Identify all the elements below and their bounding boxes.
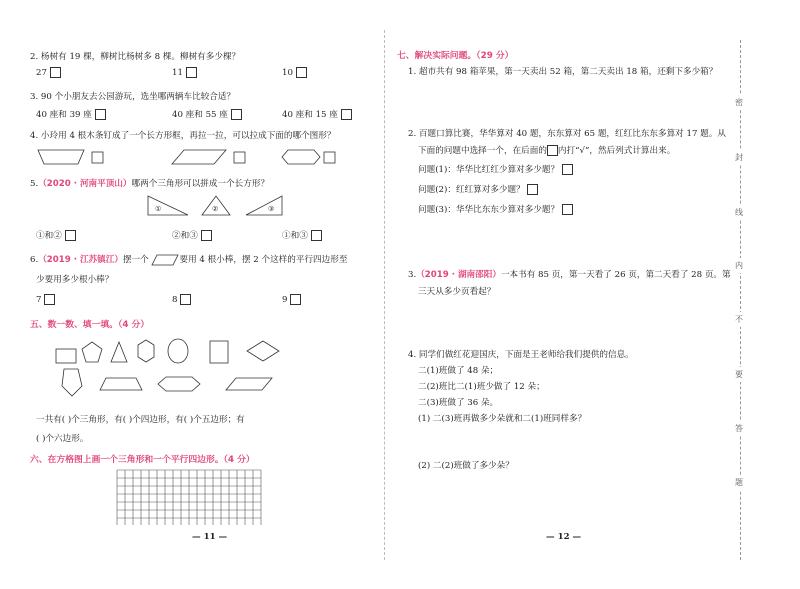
triangle-1-label: ① [155, 205, 162, 213]
answer-box[interactable] [296, 67, 307, 78]
problem-4-line-1: 4. 同学们做红花迎国庆，下面是王老师给我们提供的信息。 [408, 350, 634, 360]
q2-option-1[interactable] [36, 67, 61, 78]
q6-option-3-label: 9 [282, 295, 288, 305]
problem-2-line-2b: 内打“√”，然后列式计算出来。 [557, 146, 676, 156]
q6-option-2[interactable] [172, 294, 191, 305]
problem-4-info-3: 二(3)班做了 36 朵。 [418, 398, 499, 408]
answer-box[interactable] [290, 294, 301, 305]
problem-2-q3 [418, 203, 573, 215]
triangle-2-label: ② [212, 205, 219, 213]
seal-char: 答 [735, 421, 743, 436]
problem-2-q3-text: 问题(3)：华华比东东少算对多少题？ [418, 205, 560, 215]
q6-text-c: 少要用多少根小棒？ [36, 275, 114, 285]
q6-option-2-label: 8 [172, 295, 178, 305]
problem-3-text: 一本书有 85 页，第一天看了 26 页，第二天看了 28 页。第 [500, 270, 731, 280]
problem-4-sub-1: (1) 二(3)班再做多少朵就和二(1)班同样多？ [418, 414, 587, 424]
q2-option-2-label: 11 [172, 68, 183, 78]
problem-1-text: 1. 超市共有 98 箱苹果，第一天卖出 52 箱，第二天卖出 18 箱，还剩下多少箱？ [408, 67, 718, 77]
question-4-text: 4. 小玲用 4 根木条钉成了一个长方形框，再拉一拉，可以拉成下面的哪个图形？ [30, 131, 336, 141]
problem-3-number: 3. [408, 270, 417, 280]
page-number-left: — 11 — [192, 532, 228, 542]
problem-3-line-2: 三天从多少页看起？ [418, 287, 496, 297]
pentagon-shape [82, 342, 102, 362]
problem-4-sub-2: (2) 二(2)班做了多少朵？ [418, 461, 514, 471]
answer-box[interactable] [527, 184, 538, 195]
section-5-shapes [50, 336, 300, 402]
q2-option-3-label: 10 [282, 68, 293, 78]
question-5 [30, 177, 269, 189]
problem-2-q1 [418, 163, 573, 175]
seal-char: 题 [735, 475, 743, 490]
answer-box [234, 152, 245, 163]
problem-3-source-tag: （2019 · 湖南邵阳） [416, 270, 501, 280]
trapezoid-shape [38, 150, 84, 164]
problem-4-info-2: 二(2)班比二(1)班少做了 12 朵； [418, 382, 545, 392]
problem-2-line-2 [418, 144, 675, 156]
problem-4-info-1: 二(1)班做了 48 朵； [418, 366, 499, 376]
triangle-1 [148, 196, 188, 215]
q5-option-1[interactable] [36, 229, 76, 241]
page-number-right: — 12 — [546, 532, 582, 542]
hexagon-shape [138, 340, 154, 362]
answer-box[interactable] [186, 67, 197, 78]
seal-char: 密 [735, 95, 743, 110]
q5-option-2[interactable] [172, 229, 212, 241]
answer-box [324, 152, 335, 163]
q6-text-b: 要用 4 根小棒，摆 2 个这样的平行四边形至 [179, 255, 348, 265]
problem-2-q2-text: 问题(2)：红红算对多少题？ [418, 185, 525, 195]
problem-2-q1-text: 问题(1)：华华比红红少算对多少题？ [418, 165, 560, 175]
trapezoid-shape [100, 378, 142, 390]
answer-box[interactable] [50, 67, 61, 78]
q3-option-2[interactable] [172, 108, 242, 120]
answer-box [92, 152, 103, 163]
question-3-text: 3. 90 个小朋友去公园游玩，选坐哪两辆车比较合适？ [30, 92, 236, 102]
q3-option-2-label: 40 座和 55 座 [172, 110, 228, 120]
triangle-shape [111, 342, 127, 362]
section-7-title: 七、解决实际问题。（29 分） [397, 51, 514, 61]
answer-box[interactable] [44, 294, 55, 305]
q3-option-3[interactable] [282, 108, 352, 120]
answer-box[interactable] [201, 230, 212, 241]
section-5-line-1: 一共有( )个三角形，有( )个四边形，有( )个五边形；有 [36, 415, 245, 425]
section-5-line-2: ( )个六边形。 [36, 434, 89, 444]
answer-box[interactable] [180, 294, 191, 305]
q6-option-1-label: 7 [36, 295, 42, 305]
q2-option-1-label: 27 [36, 68, 47, 78]
hexagon-shape [282, 150, 320, 164]
answer-box[interactable] [547, 145, 558, 156]
section-6-title: 六、在方格图上画一个三角形和一个平行四边形。（4 分） [30, 455, 255, 465]
seal-char: 线 [735, 205, 743, 220]
answer-box[interactable] [65, 230, 76, 241]
q6-number: 6. [30, 255, 39, 265]
question-6-line-1 [30, 253, 347, 266]
q5-number: 5. [30, 179, 39, 189]
q6-option-1[interactable] [36, 294, 55, 305]
section-5-title: 五、数一数、填一填。（4 分） [30, 320, 150, 330]
q5-triangles [140, 193, 290, 219]
seal-char: 不 [735, 312, 743, 327]
q5-text: 哪两个三角形可以拼成一个长方形？ [131, 179, 270, 189]
q6-option-3[interactable] [282, 294, 301, 305]
problem-2-line-2a: 下面的问题中选择一个，在后面的 [418, 146, 547, 156]
q6-text-a: 摆一个 [122, 255, 149, 265]
answer-box[interactable] [341, 109, 352, 120]
q2-option-3[interactable] [282, 67, 307, 78]
seal-char: 封 [735, 150, 743, 165]
seal-char: 要 [735, 367, 743, 382]
grid-paper[interactable] [115, 469, 265, 525]
triangle-3-label: ③ [268, 205, 275, 213]
q3-option-1-label: 40 座和 39 座 [36, 110, 92, 120]
oval-shape [168, 339, 188, 363]
q4-shapes [36, 148, 376, 166]
q5-option-1-label: ①和② [36, 231, 62, 241]
rectangle-shape [56, 349, 76, 363]
hexagon-shape-2 [158, 377, 200, 391]
q5-option-3[interactable] [282, 229, 322, 241]
q5-option-2-label: ②和③ [172, 231, 198, 241]
pentagon-shape-2 [62, 369, 82, 396]
answer-box[interactable] [95, 109, 106, 120]
page-divider [384, 30, 385, 560]
answer-box[interactable] [311, 230, 322, 241]
answer-box[interactable] [562, 204, 573, 215]
square-shape [210, 341, 228, 363]
seal-char: 内 [735, 258, 743, 273]
q3-option-1[interactable] [36, 108, 106, 120]
problem-2-q2 [418, 183, 538, 195]
q2-option-2[interactable] [172, 67, 197, 78]
q3-option-3-label: 40 座和 15 座 [282, 110, 338, 120]
q5-option-3-label: ①和③ [282, 231, 308, 241]
parallelogram-shape [226, 378, 272, 390]
q6-source-tag: （2019 · 江苏镇江） [38, 255, 123, 265]
problem-2-line-1: 2. 百题口算比赛，华华算对 40 题，东东算对 65 题，红红比东东多算对 17 题。从 [408, 129, 726, 139]
parallelogram-icon [151, 254, 179, 266]
problem-3-line-1 [408, 268, 731, 280]
parallelogram-shape [172, 150, 226, 164]
answer-box[interactable] [231, 109, 242, 120]
question-2-text: 2. 杨树有 19 棵，柳树比杨树多 8 棵。柳树有多少棵？ [30, 52, 241, 62]
answer-box[interactable] [562, 164, 573, 175]
rhombus-shape [247, 341, 279, 361]
q5-source-tag: （2020 · 河南平顶山） [38, 179, 132, 189]
triangle-3 [246, 196, 282, 215]
